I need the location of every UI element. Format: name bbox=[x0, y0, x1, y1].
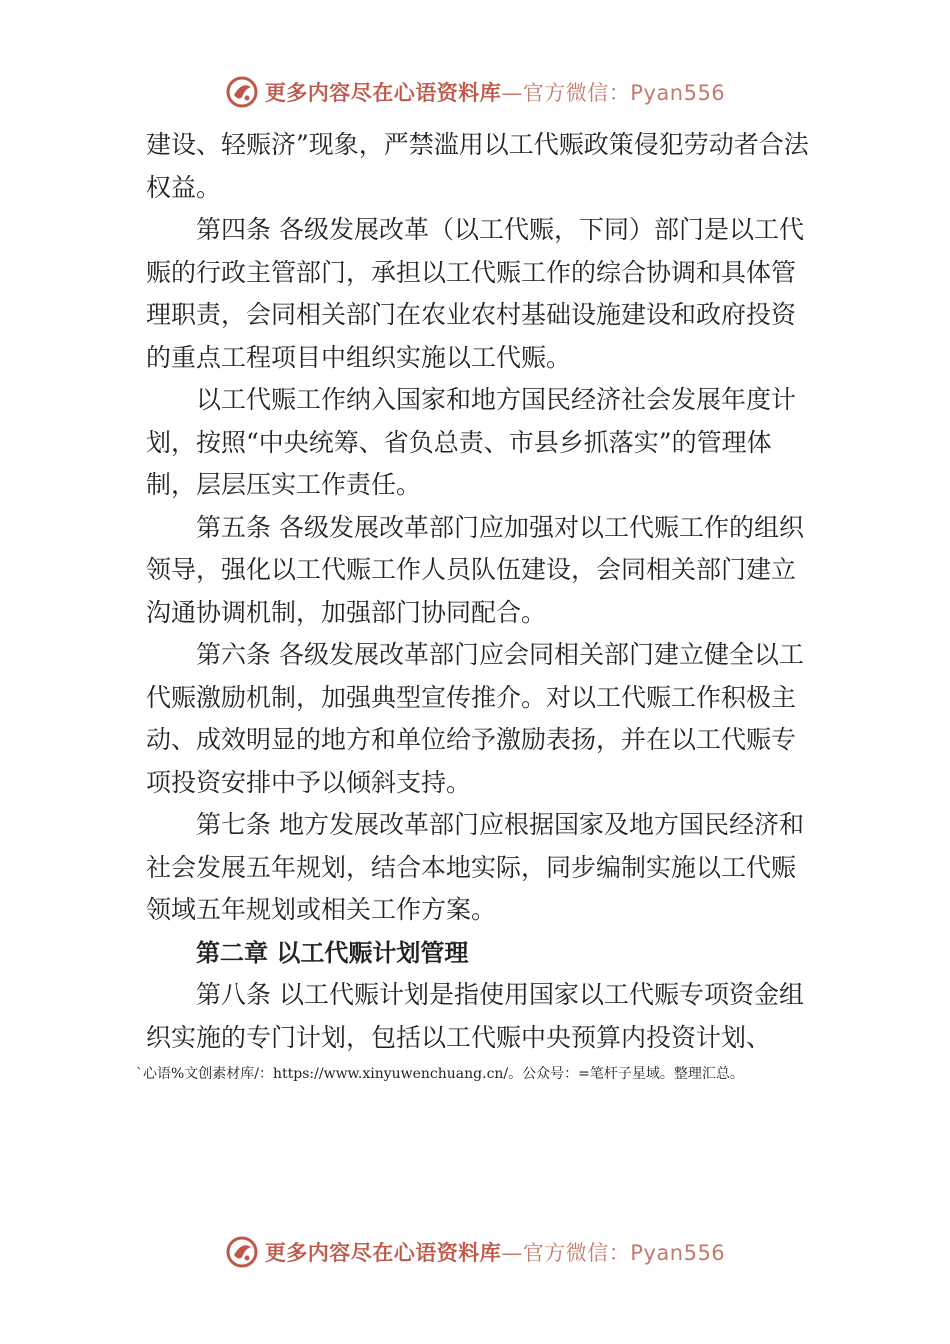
document-body bbox=[146, 124, 812, 1059]
paragraph-article-8: 第八条 以工代赈计划是指使用国家以工代赈专项资金组织实施的专门计划，包括以工代赈中央预算内投资计划、 bbox=[146, 980, 804, 1052]
paragraph-article-7: 第七条 地方发展改革部门应根据国家及地方国民经济和社会发展五年规划，结合本地实际，同步编制实施以工代赈领域五年规划或相关工作方案。 bbox=[146, 810, 804, 924]
banner-wechat-text: 官方微信：Pyan556 bbox=[522, 81, 726, 105]
paragraph-article-4-cont: 以工代赈工作纳入国家和地方国民经济社会发展年度计划，按照“中央统筹、省负总责、市县乡抓落实”的管理体制，层层压实工作责任。 bbox=[146, 385, 797, 499]
paragraph-article-5: 第五条 各级发展改革部门应加强对以工代赈工作的组织领导，强化以工代赈工作人员队伍建设，会同相关部门建立沟通协调机制，加强部门协同配合。 bbox=[146, 512, 804, 627]
banner-main-text: 更多内容尽在心语资料库 bbox=[264, 1241, 502, 1265]
chapter-heading: 第二章 以工代赈计划管理 bbox=[196, 938, 469, 967]
paragraph-article-6: 第六条 各级发展改革部门应会同相关部门建立健全以工代赈激励机制，加强典型宣传推介。对以工代赈工作积极主动、成效明显的地方和单位给予激励表扬，并在以工代赈专项投资安排中予以倾斜支持。 bbox=[146, 640, 804, 797]
banner-separator: — bbox=[501, 1241, 523, 1265]
logo-icon bbox=[225, 1235, 259, 1269]
footer-banner bbox=[0, 1232, 950, 1272]
header-banner bbox=[0, 72, 950, 112]
footnote-source: `心语%文创素材库/：https://www.xinyuwenchuang.cn/。公众号：=笔杆子星域。整理汇总。 bbox=[136, 1066, 744, 1082]
banner-text bbox=[265, 1237, 725, 1267]
banner-separator: — bbox=[501, 81, 523, 105]
banner-main-text: 更多内容尽在心语资料库 bbox=[264, 81, 502, 105]
banner-text bbox=[265, 77, 725, 107]
logo-icon bbox=[225, 75, 259, 109]
paragraph-article-4: 第四条 各级发展改革（以工代赈，下同）部门是以工代赈的行政主管部门，承担以工代赈工作的综合协调和具体管理职责，会同相关部门在农业农村基础设施建设和政府投资的重点工程项目中组织实施以工代赈。 bbox=[146, 215, 804, 372]
paragraph-continuation: 建设、轻赈济”现象，严禁滥用以工代赈政策侵犯劳动者合法权益。 bbox=[146, 130, 809, 202]
banner-wechat-text: 官方微信：Pyan556 bbox=[522, 1241, 726, 1265]
